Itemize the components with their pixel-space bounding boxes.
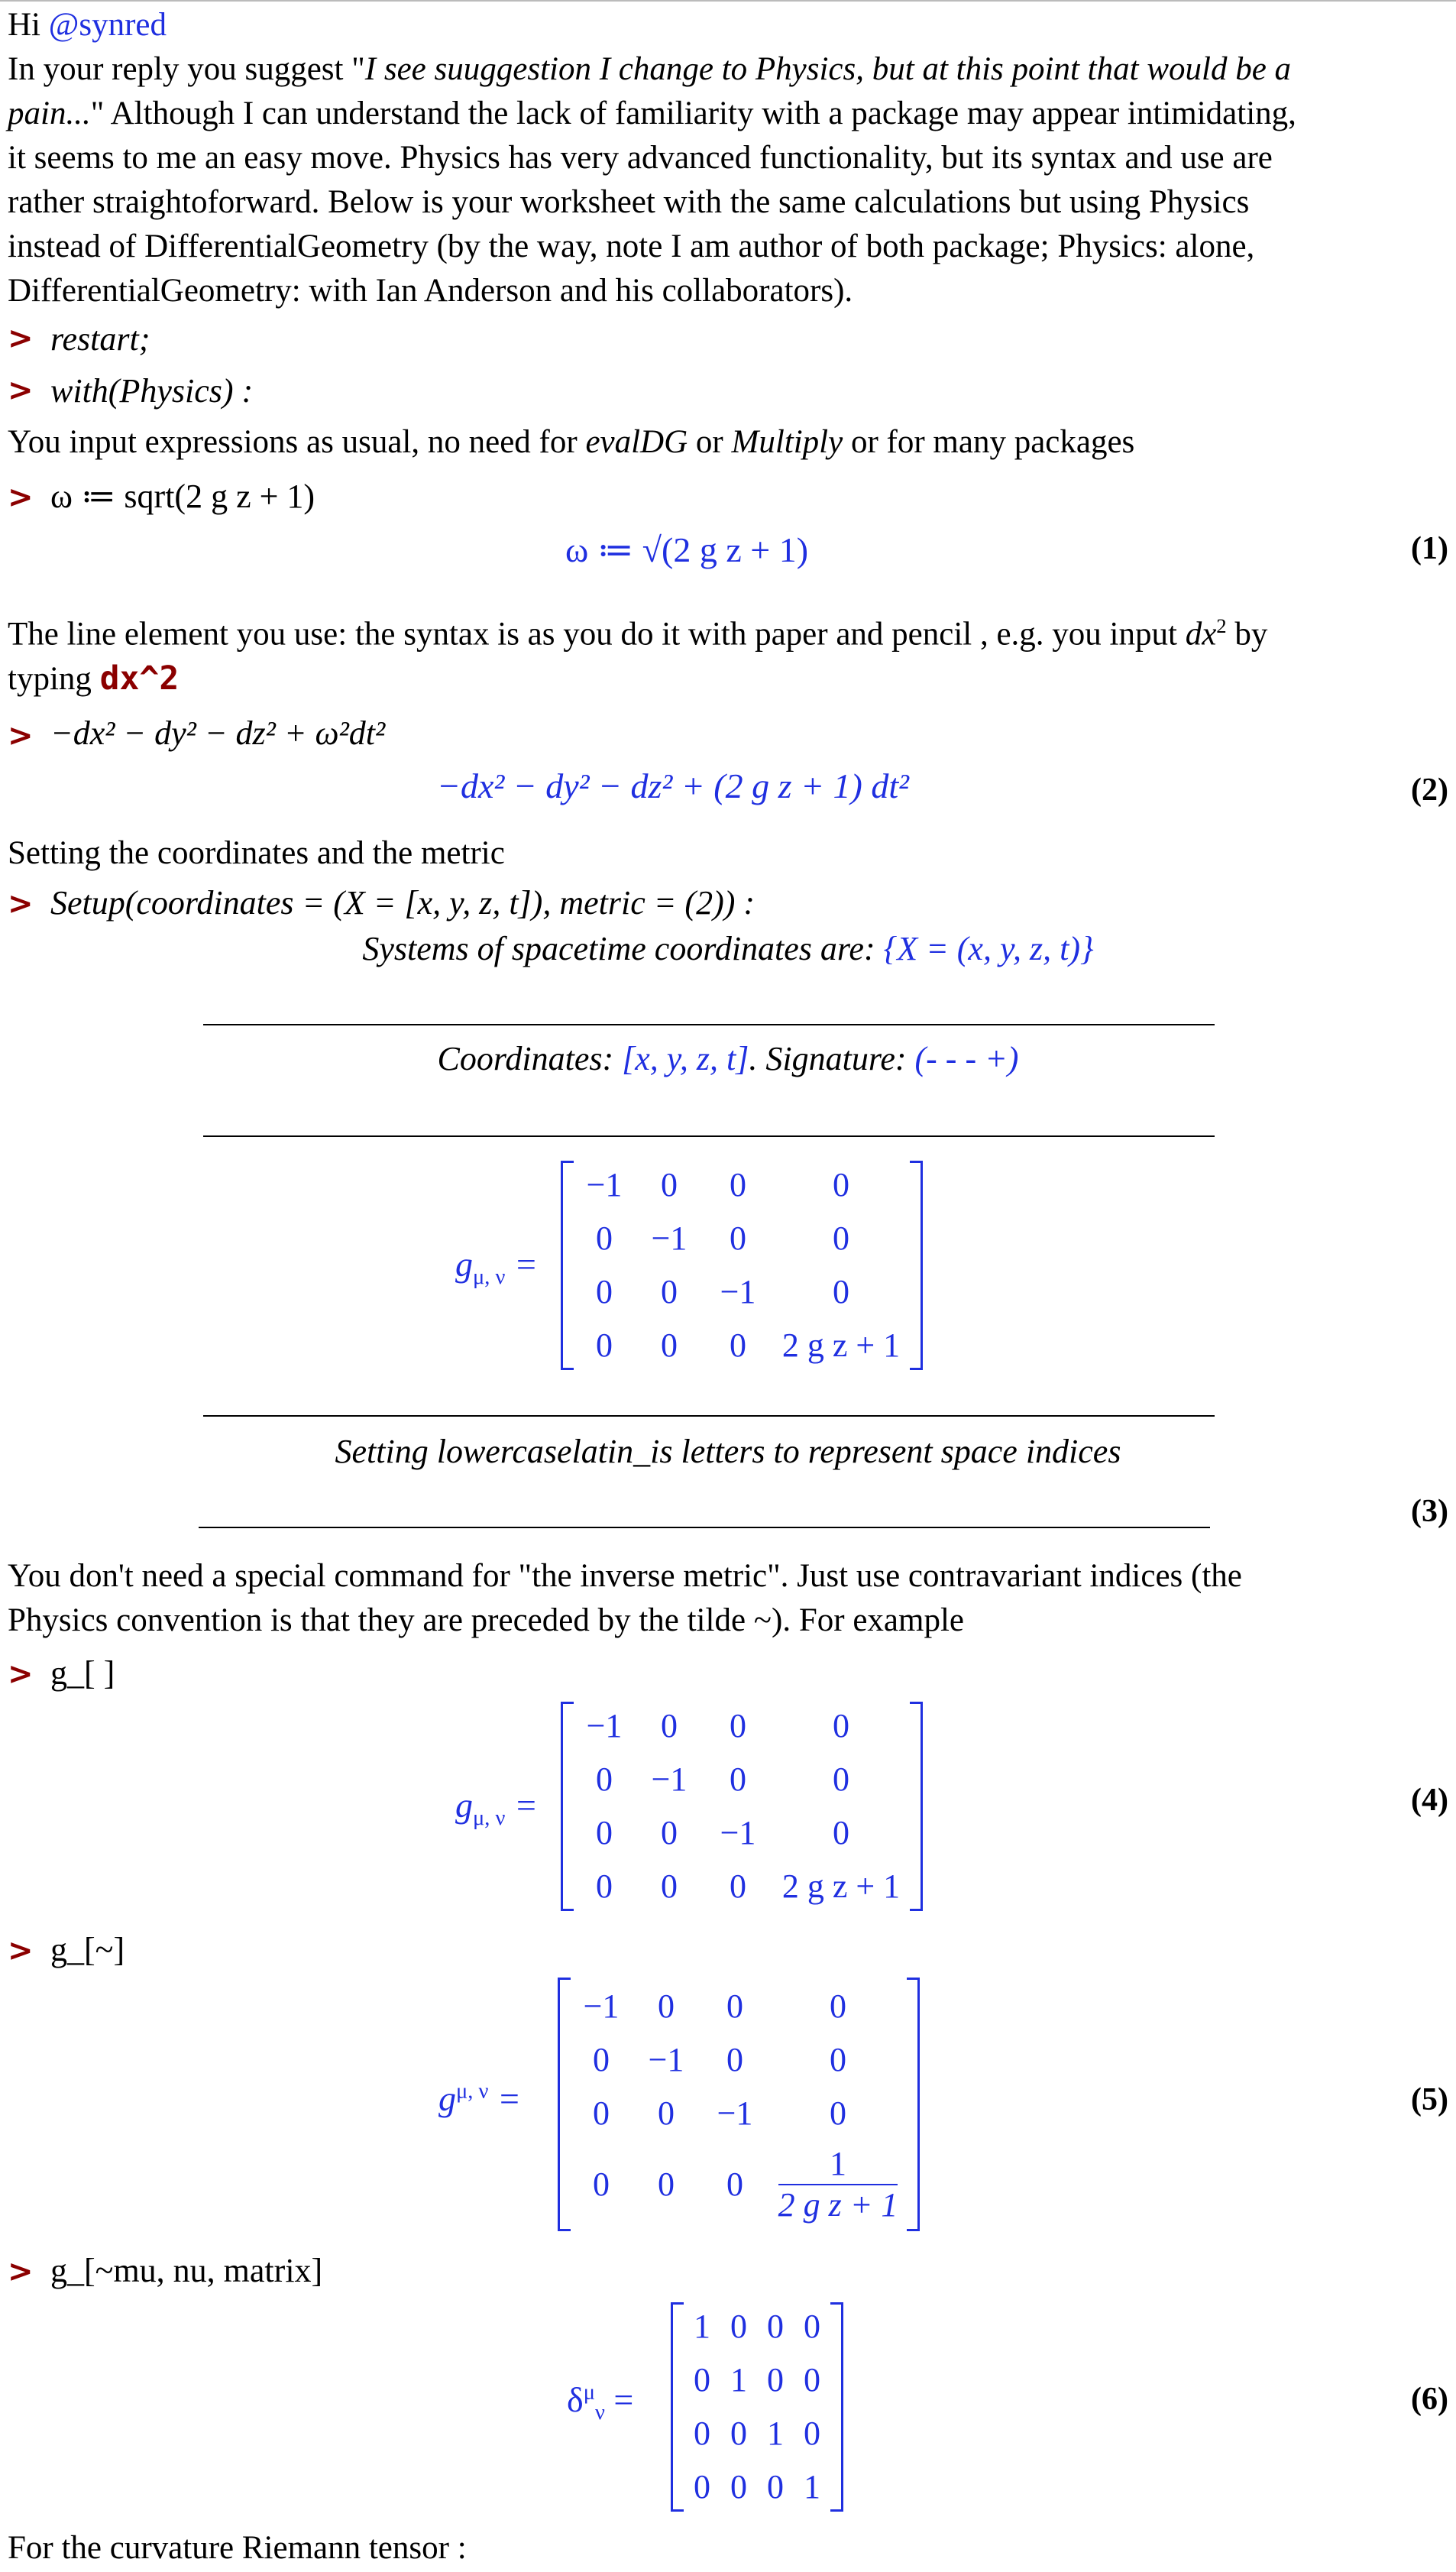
equation-number-6: (6) [1411, 2382, 1448, 2417]
matrix-cell: −1 [586, 1166, 623, 1203]
matrix-cell: 0 [593, 2165, 610, 2203]
intro-line3: it seems to me an easy move. Physics has very advanced functionality, but its syntax and use are [8, 140, 1273, 176]
text-span: μ, ν [456, 2079, 489, 2104]
setting-coordinates-text: Setting the coordinates and the metric [8, 835, 505, 871]
matrix-cell: 0 [833, 1814, 849, 1851]
matrix-grid [574, 1158, 910, 1372]
text-span: {X = (x, y, z, t)} [883, 930, 1094, 967]
matrix-cell: 0 [661, 1273, 678, 1310]
matrix-cell: 1 [767, 2415, 784, 2452]
matrix-cell: 0 [661, 1814, 678, 1851]
equation-number-3: (3) [1411, 1494, 1448, 1529]
text-span: g [455, 1245, 473, 1284]
input-line-element[interactable]: −dx² − dy² − dz² + ω²dt² [50, 714, 386, 752]
text-line: Physics convention is that they are preceded by the tilde ~). For example [8, 1602, 964, 1638]
fraction-numerator: 1 [778, 2144, 898, 2185]
matrix-cell: 0 [804, 2415, 820, 2452]
metric-matrix-lower [561, 1699, 923, 1913]
prompt-marker: > [8, 480, 34, 515]
inverse-last-row [571, 2140, 907, 2229]
matrix-cell: 0 [658, 2165, 675, 2203]
systems-output [0, 929, 1456, 968]
matrix-cell: 0 [596, 1326, 613, 1364]
prompt-marker: > [8, 1657, 34, 1692]
text-span: Multiply [731, 424, 843, 460]
metric-label-1 [455, 1244, 538, 1290]
divider [203, 1135, 1215, 1137]
matrix-cell: 0 [694, 2361, 710, 2399]
metric-label-3 [438, 2078, 521, 2119]
matrix-cell: 0 [661, 1326, 678, 1364]
intro-paragraph [8, 3, 1296, 313]
matrix-cell: 0 [804, 2308, 820, 2345]
matrix-cell: −1 [717, 2094, 753, 2132]
lowercase-note: Setting lowercaselatin_is letters to represent space indices [335, 1433, 1121, 1470]
matrix-cell: 0 [694, 2468, 710, 2506]
matrix-cell: 0 [726, 2165, 743, 2203]
text-span: = [613, 2380, 634, 2419]
matrix-cell: 0 [833, 1220, 849, 1257]
fraction [778, 2144, 898, 2225]
text-span: You input expressions as usual, no need for [8, 424, 586, 460]
matrix-cell: 0 [658, 1987, 675, 2025]
mention-link[interactable]: @synred [48, 7, 167, 43]
text-span: dx [1185, 616, 1217, 653]
greeting-text: Hi [8, 7, 49, 43]
matrix-cell: 0 [730, 1707, 746, 1744]
matrix-cell: 0 [730, 1326, 746, 1364]
matrix-cell: 0 [730, 1761, 746, 1798]
prompt-marker: > [8, 321, 34, 356]
matrix-grid [684, 2300, 830, 2514]
matrix-cell: 0 [596, 1814, 613, 1851]
text-span: = [497, 2079, 521, 2118]
text-span: μ, ν [473, 1806, 506, 1831]
matrix-cell: 0 [833, 1707, 849, 1744]
divider [199, 1527, 1210, 1528]
matrix-cell: 0 [830, 2094, 846, 2132]
matrix-cell: −1 [720, 1814, 756, 1851]
usual-input-text [8, 420, 1134, 465]
text-span: μ, ν [473, 1265, 506, 1290]
matrix-cell: 0 [833, 1166, 849, 1203]
intro-line4: rather straightoforward. Below is your worksheet with the same calculations but using Physics [8, 184, 1250, 220]
input-restart[interactable]: restart; [50, 320, 150, 358]
text-span: (- - - +) [914, 1040, 1019, 1077]
bracket-left [561, 1161, 574, 1370]
metric-label-2 [455, 1785, 538, 1831]
input-with-physics[interactable]: with(Physics) : [50, 372, 254, 410]
matrix-cell: 1 [730, 2361, 747, 2399]
coordinates-output [0, 1039, 1456, 1078]
matrix-cell: 0 [730, 1220, 746, 1257]
prompt-marker: > [8, 886, 34, 922]
bracket-right [907, 1978, 920, 2231]
input-g-lower[interactable]: g_[ ] [50, 1654, 115, 1692]
prompt-marker: > [8, 1933, 34, 1968]
intro-line6: DifferentialGeometry: with Ian Anderson and his collaborators). [8, 273, 853, 309]
inverse-metric-text [8, 1554, 1242, 1643]
bracket-left [671, 2302, 684, 2512]
matrix-cell: −1 [651, 1220, 688, 1257]
input-setup[interactable]: Setup(coordinates = (X = [x, y, z, t]), metric = (2)) : [50, 884, 756, 922]
matrix-cell: 0 [830, 2041, 846, 2078]
text-span: Systems of spacetime coordinates are: [362, 930, 884, 967]
text-span: g [438, 2079, 456, 2118]
matrix-cell: 0 [596, 1761, 613, 1798]
bracket-right [830, 2302, 843, 2512]
bracket-left [558, 1978, 571, 2231]
metric-matrix-setup [561, 1158, 923, 1372]
matrix-cell: −1 [586, 1707, 623, 1744]
fraction-denominator: 2 g z + 1 [778, 2186, 898, 2224]
bracket-right [910, 1161, 923, 1370]
inverse-matrix-body [571, 1980, 907, 2229]
intro-line5: instead of DifferentialGeometry (by the way, note I am author of both package; Physics: alone, [8, 228, 1255, 264]
divider [203, 1024, 1215, 1025]
text-span: or for many packages [843, 424, 1135, 460]
matrix-cell: −1 [651, 1761, 688, 1798]
matrix-cell: 0 [730, 2415, 747, 2452]
input-g-mixed[interactable]: g_[~mu, nu, matrix] [50, 2252, 323, 2289]
text-span: evalDG [585, 424, 688, 460]
matrix-cell: 0 [804, 2361, 820, 2399]
text-span: typing [8, 661, 100, 698]
input-omega[interactable]: ω ≔ sqrt(2 g z + 1) [50, 478, 315, 515]
text-span: The line element you use: the syntax is as you do it with paper and pencil , e.g. you input [8, 616, 1186, 653]
divider [203, 1415, 1215, 1417]
matrix-cell: 0 [730, 2468, 747, 2506]
matrix-cell: 2 g z + 1 [781, 1326, 901, 1364]
intro-line1a: In your reply you suggest " [8, 51, 365, 87]
matrix-cell: 0 [730, 1867, 746, 1905]
matrix-cell: 0 [593, 2041, 610, 2078]
prompt-marker: > [8, 373, 34, 408]
matrix-cell: 0 [726, 2041, 743, 2078]
bracket-right [910, 1702, 923, 1911]
matrix-cell: 0 [694, 2415, 710, 2452]
matrix-cell: 0 [767, 2361, 784, 2399]
input-g-upper[interactable]: g_[~] [50, 1931, 125, 1968]
text-line: You don't need a special command for "the inverse metric". Just use contravariant indices (the [8, 1558, 1242, 1594]
equation-number-4: (4) [1411, 1783, 1448, 1818]
matrix-grid [571, 1980, 907, 2140]
bracket-left [561, 1702, 574, 1911]
quote-text-end: pain... [8, 96, 91, 131]
matrix-cell: 0 [593, 2094, 610, 2132]
matrix-cell: 0 [658, 2094, 675, 2132]
matrix-cell: 0 [830, 1987, 846, 2025]
matrix-cell: 0 [833, 1761, 849, 1798]
output-omega [565, 529, 808, 570]
inverse-metric-matrix [558, 1978, 920, 2231]
text-span: = [513, 1245, 538, 1284]
matrix-cell: 0 [726, 1987, 743, 2025]
text-span: or [688, 424, 732, 460]
equation-number-2: (2) [1411, 773, 1448, 808]
text-span: Coordinates: [437, 1040, 623, 1077]
matrix-cell: 0 [730, 1166, 746, 1203]
matrix-cell: 1 [804, 2468, 820, 2506]
matrix-cell: 0 [833, 1273, 849, 1310]
matrix-cell-fraction [769, 2140, 907, 2229]
equation-number-1: (1) [1411, 531, 1448, 566]
matrix-cell: 0 [767, 2468, 784, 2506]
matrix-grid [574, 1699, 910, 1913]
matrix-cell: 2 g z + 1 [781, 1867, 901, 1905]
matrix-cell: 0 [596, 1273, 613, 1310]
code-snippet: dx^2 [99, 659, 180, 698]
text-span: [x, y, z, t] [622, 1040, 749, 1077]
text-span: μ [583, 2380, 595, 2405]
omega-result-text: ω ≔ √(2 g z + 1) [565, 530, 809, 569]
matrix-cell: 0 [767, 2308, 784, 2345]
matrix-cell: 0 [661, 1166, 678, 1203]
text-span: ν [594, 2401, 605, 2425]
text-span: . Signature: [749, 1040, 915, 1077]
identity-matrix [671, 2300, 843, 2514]
prompt-marker: > [8, 2254, 34, 2289]
matrix-cell: −1 [583, 1987, 620, 2025]
riemann-text: For the curvature Riemann tensor : [8, 2530, 467, 2566]
text-span: by [1226, 616, 1268, 653]
output-line-element: −dx² − dy² − dz² + (2 g z + 1) dt² [437, 766, 909, 805]
matrix-cell: −1 [720, 1273, 756, 1310]
text-span: = [513, 1786, 538, 1825]
matrix-cell: 1 [694, 2308, 710, 2345]
line-element-text: The line element you use: the syntax is as you do it with paper and pencil , e.g. you input $dx^2$ by typing dx^2 [8, 614, 1268, 698]
text-span: g [455, 1786, 473, 1825]
matrix-cell: 0 [661, 1867, 678, 1905]
equation-number-5: (5) [1411, 2082, 1448, 2117]
matrix-cell: 0 [596, 1220, 613, 1257]
delta-label: $\delta^\mu_\nu$ = [567, 2380, 634, 2425]
matrix-cell: −1 [648, 2041, 684, 2078]
matrix-cell: 0 [661, 1707, 678, 1744]
matrix-cell: 0 [730, 2308, 747, 2345]
intro-line2: " Although I can understand the lack of familiarity with a package may appear intimidating, [90, 96, 1296, 131]
top-divider [0, 0, 1456, 2]
matrix-cell: 0 [596, 1867, 613, 1905]
prompt-marker: > [8, 718, 34, 753]
quote-text: I see suuggestion I change to Physics, but at this point that would be a [364, 51, 1292, 87]
